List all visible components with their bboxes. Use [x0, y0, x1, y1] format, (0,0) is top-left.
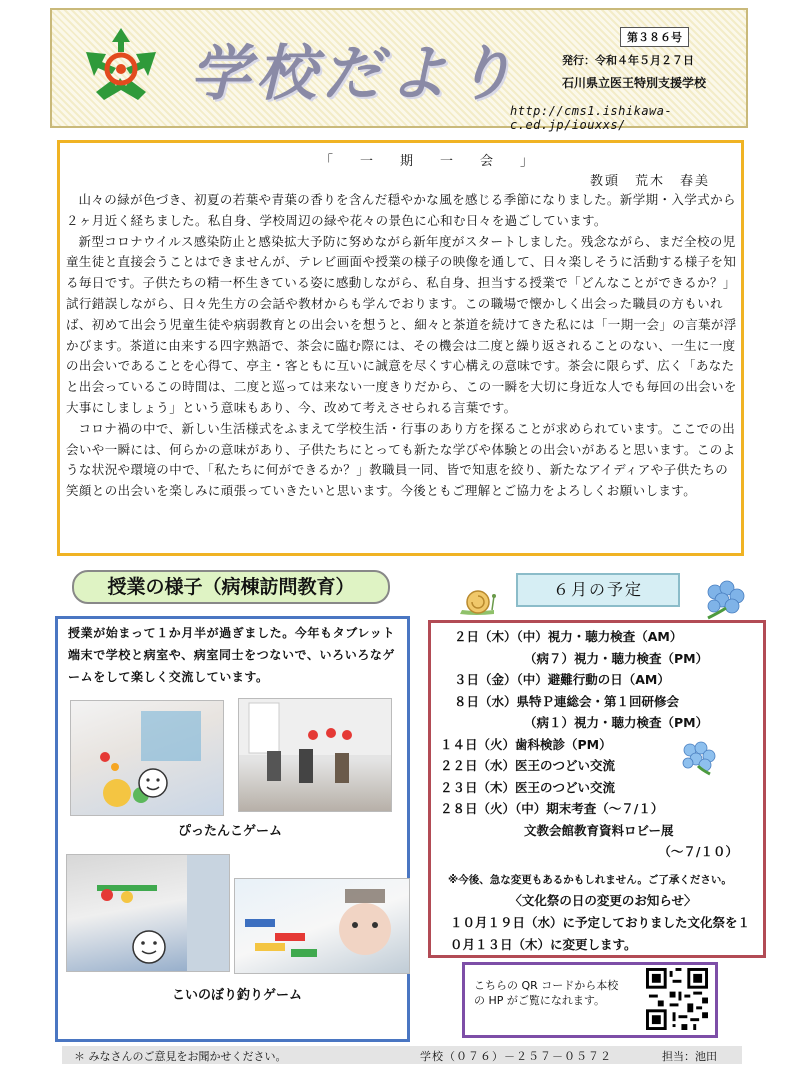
schedule-row: 文教会館教育資料ロビー展	[524, 822, 674, 838]
schedule-row: ２８日（火）（中）期末考査（～７/１）	[440, 801, 664, 816]
footer-phone: 学校（０７６）－２５７－０５７２	[420, 1050, 612, 1063]
schedule-row: ２３日（木）医王のつどい交流	[440, 779, 616, 795]
hydrangea-icon	[676, 738, 720, 778]
festival-notice	[450, 890, 756, 956]
ishikawa-prefecture-emblem-icon	[76, 22, 166, 112]
footer-contact: 担当：池田	[662, 1050, 717, 1063]
schedule-row: （～７/１０）	[658, 844, 738, 859]
school-url[interactable]: http://cms1.ishikawa-c.ed.jp/iouxxs/	[510, 104, 673, 132]
schedule-row: ８日（水）県特Ｐ連総会・第１回研修会	[454, 693, 680, 709]
article-paragraph: コロナ禍の中で、新しい生活様式をふまえて学校生活・行事のあり方を探ることが求められています。ここでの出会いや一瞬には、何らかの意味があり、子供たちにとっても新たな学びや体験との出会いがあると思います。このような状況や環境の中で、「私たちに何ができるか？」教職員一同、皆で知恵を絞り、新たなアイディアや子供たちの笑顔との出会いを楽しみに頑張っていきたいと思います。今後ともご理解とご協力をよろしくお願いします。	[66, 420, 736, 499]
article-paragraph: 山々の緑が色づき、初夏の若葉や青葉の香りを含んだ穏やかな風を感じる季節になりました。新学期・入学式から２ヶ月近く経ちました。私自身、学校周辺の緑や花々の景色に心和む日々を過ごしています。	[66, 192, 736, 228]
schedule-row: ２日（木）（中）視力・聴力検査（AM）	[454, 629, 683, 644]
article-author: 教頭 荒木 春美	[590, 174, 711, 189]
article-body	[66, 190, 738, 502]
footer-feedback-text: ＊ みなさんのご意見をお聞かせください。	[74, 1050, 287, 1063]
photo-koinobori-fishing	[234, 878, 410, 974]
schedule-row: （病１）視力・聴力検査（PM）	[524, 715, 709, 730]
festival-notice-text: １０月１９日（水）に予定しておりました文化祭を１０月１３日（木）に変更します。	[450, 915, 751, 952]
schedule-row: ２２日（水）医王のつどい交流	[440, 758, 616, 773]
newsletter-title: 学校だより	[190, 39, 520, 109]
photo-classroom-game	[238, 698, 392, 812]
snail-icon	[456, 586, 500, 620]
schedule-note: ※今後、急な変更もあるかもしれません。ご了承ください。	[448, 874, 732, 886]
schedule-row: （病７）視力・聴力検査（PM）	[524, 650, 709, 666]
festival-notice-title: 〈文化祭の日の変更のお知らせ〉	[509, 893, 697, 908]
qr-description: こちらの QR コードから本校の HP がご覧になれます。	[474, 979, 619, 1007]
issue-number: 第３８６号	[620, 27, 689, 47]
article-paragraph: 新型コロナウイルス感染防止と感染拡大予防に努めながら新年度がスタートしました。残念ながら、まだ全校の児童生徒と直接会うことはできませんが、テレビ画面や授業の様子の映像を通して、日々楽しそうに活動する様子を知る毎日です。子供たちの精一杯生きている姿に感動しながら、私自身、担当する授業で「どんなことができるか？」試行錯誤しながら、日々先生方の会話や教材からも学んでおります。この職場で懐かしく出会った職員の方もいれば、初めて出会う児童生徒や病弱教育との出会いを想うと、細々と茶道を続けてきた私には「一期一会」の言葉が浮かびます。茶道に由来する四字熟語で、茶会に臨む際には、その機会は二度と繰り返されることのない、一生に一度の出会いであることを心得て、亭主・客ともに互いに誠意を尽くす心構えの意味です。茶会に限らず、広く「あなたと出会っているこの時間は、二度と巡っては来ない一度きりだから、この一瞬を大切に身近な人でも毎回の出会いを大事にしましょう」という意味もあり、今、改めて考えさせられる言葉です。	[66, 233, 737, 415]
photo-pittanko-game	[70, 700, 224, 816]
issue-date: 発行：令和４年５月２７日	[562, 54, 694, 67]
qr-code-icon[interactable]	[646, 968, 708, 1030]
schedule-row: １４日（火）歯科検診（PM）	[440, 736, 612, 752]
school-name: 石川県立医王特別支援学校	[562, 76, 707, 90]
article-title: 「 一 期 一 会 」	[320, 154, 541, 169]
lesson-text: 授業が始まって１か月半が過ぎました。今年もタブレット端末で学校と病室や、病室同士をつないで、いろいろなゲームをして楽しく交流しています。	[68, 626, 396, 684]
lesson-heading: 授業の様子（病棟訪問教育）	[72, 570, 390, 604]
schedule-row: ３日（金）（中）避難行動の日（AM）	[454, 672, 670, 687]
photo-koinobori-hospital	[66, 854, 230, 972]
photo-caption: こいのぼり釣りゲーム	[172, 988, 303, 1003]
hydrangea-icon	[700, 578, 750, 622]
june-schedule-heading: ６月の予定	[516, 573, 680, 607]
photo-caption: ぴったんこゲーム	[178, 824, 283, 839]
